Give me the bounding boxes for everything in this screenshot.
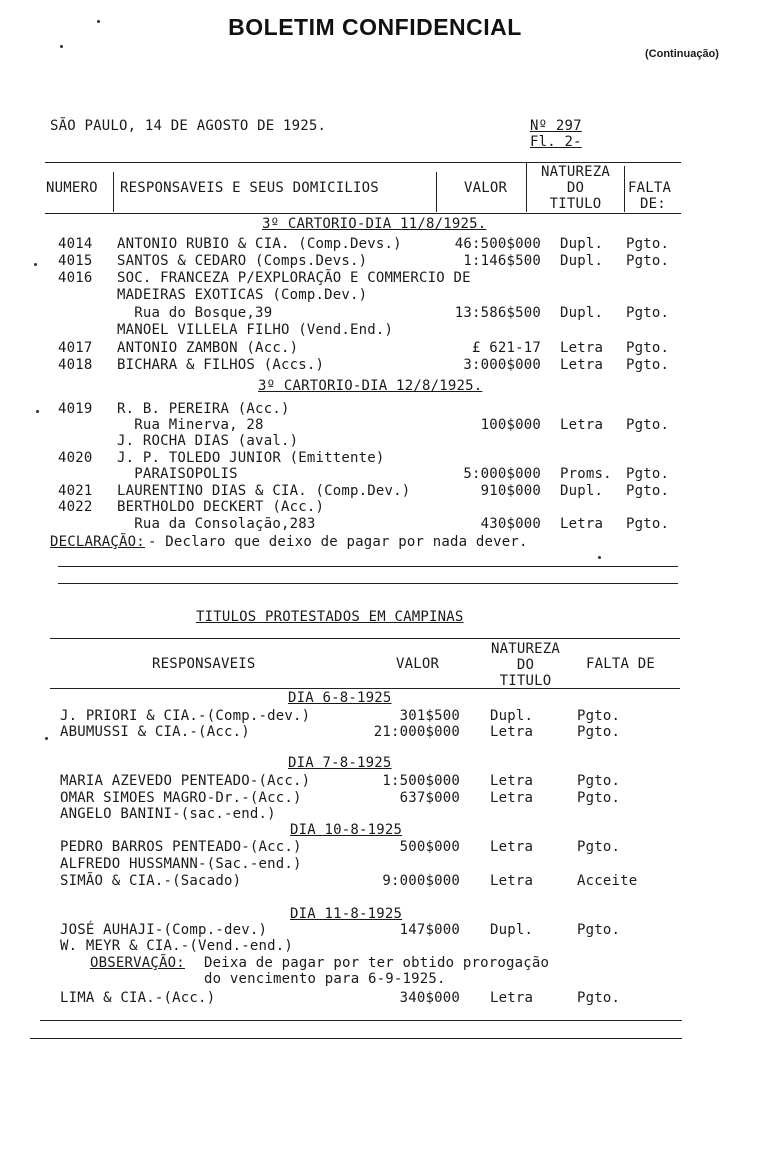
bulletin-number: Nº 297 xyxy=(530,118,582,134)
col-natureza-header-1: NATUREZA xyxy=(490,641,561,657)
row-natureza: Letra xyxy=(490,773,534,789)
continuation-note: (Continuação) xyxy=(645,48,719,60)
row-responsavel: OMAR SIMOES MAGRO-Dr.-(Acc.) xyxy=(60,790,302,806)
observacao-line-1: Deixa de pagar por ter obtido prorogação xyxy=(204,955,550,971)
row-valor: 100$000 xyxy=(480,417,541,433)
row-responsavel: J. ROCHA DIAS (aval.) xyxy=(117,433,299,449)
row-falta: Pgto. xyxy=(626,357,670,373)
row-number: 4020 xyxy=(58,450,93,466)
row-number: 4015 xyxy=(58,253,93,269)
row-falta: Pgto. xyxy=(626,516,670,532)
row-responsavel: Rua da Consolação,283 xyxy=(117,516,316,532)
declaracao-text: - Declaro que deixo de pagar por nada dever. xyxy=(148,534,528,550)
row-natureza: Letra xyxy=(490,790,534,806)
section-heading: DIA 11-8-1925 xyxy=(290,906,403,922)
row-natureza: Letra xyxy=(490,839,534,855)
row-valor: 3:000$000 xyxy=(463,357,541,373)
row-responsavel: BICHARA & FILHOS (Accs.) xyxy=(117,357,325,373)
row-falta: Pgto. xyxy=(577,724,621,740)
row-responsavel: LIMA & CIA.-(Acc.) xyxy=(60,990,216,1006)
row-natureza: Letra xyxy=(490,873,534,889)
row-number: 4019 xyxy=(58,401,93,417)
col-natureza-header-3: TITULO xyxy=(499,673,552,689)
row-responsavel: MANOEL VILLELA FILHO (Vend.End.) xyxy=(117,322,394,338)
table2-bottom-rule xyxy=(40,1020,682,1021)
table1-col-divider xyxy=(113,172,114,212)
col-responsaveis-header: RESPONSAVEIS xyxy=(152,656,256,672)
sheet-number: Fl. 2- xyxy=(530,134,582,150)
row-falta: Pgto. xyxy=(577,922,621,938)
row-responsavel: JOSÉ AUHAJI-(Comp.-dev.) xyxy=(60,922,268,938)
row-responsavel: SANTOS & CEDARO (Comps.Devs.) xyxy=(117,253,368,269)
row-natureza: Dupl. xyxy=(490,708,534,724)
row-responsavel: Rua Minerva, 28 xyxy=(117,417,264,433)
col-responsaveis-header: RESPONSAVEIS E SEUS DOMICILIOS xyxy=(120,180,379,196)
row-valor: 637$000 xyxy=(399,790,460,806)
row-falta: Pgto. xyxy=(577,790,621,806)
row-falta: Acceite xyxy=(577,873,638,889)
col-falta-header-1: FALTA xyxy=(628,180,672,196)
row-responsavel: R. B. PEREIRA (Acc.) xyxy=(117,401,290,417)
row-responsavel: ALFREDO HUSSMANN-(Sac.-end.) xyxy=(60,856,302,872)
section-heading: DIA 10-8-1925 xyxy=(290,822,403,838)
row-natureza: Dupl. xyxy=(490,922,534,938)
row-valor: 13:586$500 xyxy=(454,305,541,321)
declaracao-label: DECLARAÇÃO: xyxy=(50,534,145,550)
row-natureza: Letra xyxy=(490,990,534,1006)
row-natureza: Letra xyxy=(560,357,604,373)
row-valor: 301$500 xyxy=(399,708,460,724)
row-responsavel: SOC. FRANCEZA P/EXPLORAÇÃO E COMMERCIO DE xyxy=(117,270,471,286)
section-heading: 3º CARTORIO-DIA 12/8/1925. xyxy=(258,378,483,394)
section-heading: DIA 6-8-1925 xyxy=(288,690,392,706)
row-responsavel: ABUMUSSI & CIA.-(Acc.) xyxy=(60,724,250,740)
section-heading: 3º CARTORIO-DIA 11/8/1925. xyxy=(262,216,487,232)
col-valor-header: VALOR xyxy=(396,656,440,672)
row-number: 4018 xyxy=(58,357,93,373)
row-number: 4014 xyxy=(58,236,93,252)
row-responsavel: J. P. TOLEDO JUNIOR (Emittente) xyxy=(117,450,385,466)
row-falta: Pgto. xyxy=(577,990,621,1006)
row-valor: £ 621-17 xyxy=(471,340,541,356)
page-title: BOLETIM CONFIDENCIAL xyxy=(228,14,522,40)
row-responsavel: PARAISOPOLIS xyxy=(117,466,238,482)
col-natureza-header-1: NATUREZA xyxy=(540,164,611,180)
row-valor: 21:000$000 xyxy=(373,724,460,740)
observacao-label: OBSERVAÇÃO: xyxy=(90,955,185,971)
row-natureza: Dupl. xyxy=(560,483,604,499)
row-valor: 1:500$000 xyxy=(382,773,460,789)
row-responsavel: W. MEYR & CIA.-(Vend.-end.) xyxy=(60,938,293,954)
row-responsavel: SIMÃO & CIA.-(Sacado) xyxy=(60,873,242,889)
row-natureza: Letra xyxy=(490,724,534,740)
table1-col-divider xyxy=(624,166,625,212)
row-falta: Pgto. xyxy=(626,305,670,321)
table1-bottom-rule xyxy=(58,583,678,584)
table1-top-rule xyxy=(45,162,681,163)
scan-speck xyxy=(97,20,100,23)
table2-header-rule xyxy=(50,688,680,689)
row-valor: 340$000 xyxy=(399,990,460,1006)
row-number: 4022 xyxy=(58,499,93,515)
table1-header-rule xyxy=(45,213,681,214)
row-responsavel: MADEIRAS EXOTICAS (Comp.Dev.) xyxy=(117,287,368,303)
col-natureza-header-3: TITULO xyxy=(549,196,602,212)
section-title: TITULOS PROTESTADOS EM CAMPINAS xyxy=(196,609,464,625)
row-responsavel: ANTONIO ZAMBON (Acc.) xyxy=(117,340,299,356)
row-falta: Pgto. xyxy=(577,773,621,789)
row-responsavel: ANTONIO RUBIO & CIA. (Comp.Devs.) xyxy=(117,236,402,252)
row-natureza: Letra xyxy=(560,340,604,356)
section-heading: DIA 7-8-1925 xyxy=(288,755,392,771)
table2-top-rule xyxy=(50,638,680,639)
row-number: 4017 xyxy=(58,340,93,356)
table1-col-divider xyxy=(526,162,527,212)
row-valor: 500$000 xyxy=(399,839,460,855)
observacao-line-2: do vencimento para 6-9-1925. xyxy=(204,971,446,987)
row-responsavel: LAURENTINO DIAS & CIA. (Comp.Dev.) xyxy=(117,483,411,499)
row-responsavel: BERTHOLDO DECKERT (Acc.) xyxy=(117,499,325,515)
row-falta: Pgto. xyxy=(626,483,670,499)
scan-speck xyxy=(45,737,48,740)
scan-speck xyxy=(598,556,601,559)
row-falta: Pgto. xyxy=(626,417,670,433)
col-numero-header: NUMERO xyxy=(46,180,98,196)
row-valor: 46:500$000 xyxy=(454,236,541,252)
row-valor: 9:000$000 xyxy=(382,873,460,889)
row-falta: Pgto. xyxy=(626,466,670,482)
col-falta-header: FALTA DE xyxy=(586,656,656,672)
row-falta: Pgto. xyxy=(577,708,621,724)
col-valor-header: VALOR xyxy=(464,180,508,196)
table2-bottom-rule xyxy=(30,1038,682,1039)
row-valor: 430$000 xyxy=(480,516,541,532)
row-natureza: Dupl. xyxy=(560,253,604,269)
table1-col-divider xyxy=(436,172,437,212)
col-natureza-header-2: DO xyxy=(566,180,585,196)
scan-speck xyxy=(60,45,63,48)
row-falta: Pgto. xyxy=(577,839,621,855)
row-responsavel: MARIA AZEVEDO PENTEADO-(Acc.) xyxy=(60,773,311,789)
row-responsavel: ANGELO BANINI-(sac.-end.) xyxy=(60,806,276,822)
row-responsavel: Rua do Bosque,39 xyxy=(117,305,273,321)
row-valor: 910$000 xyxy=(480,483,541,499)
row-valor: 147$000 xyxy=(399,922,460,938)
row-valor: 5:000$000 xyxy=(463,466,541,482)
row-number: 4021 xyxy=(58,483,93,499)
row-natureza: Proms. xyxy=(560,466,612,482)
row-natureza: Dupl. xyxy=(560,236,604,252)
row-responsavel: J. PRIORI & CIA.-(Comp.-dev.) xyxy=(60,708,311,724)
scan-speck xyxy=(36,410,39,413)
table1-bottom-rule xyxy=(58,566,678,567)
row-natureza: Letra xyxy=(560,516,604,532)
row-natureza: Dupl. xyxy=(560,305,604,321)
scan-speck xyxy=(34,263,37,266)
row-number: 4016 xyxy=(58,270,93,286)
col-natureza-header-2: DO xyxy=(516,657,535,673)
row-falta: Pgto. xyxy=(626,340,670,356)
place-date: SÃO PAULO, 14 DE AGOSTO DE 1925. xyxy=(50,118,327,134)
row-responsavel: PEDRO BARROS PENTEADO-(Acc.) xyxy=(60,839,302,855)
row-valor: 1:146$500 xyxy=(463,253,541,269)
row-falta: Pgto. xyxy=(626,253,670,269)
row-falta: Pgto. xyxy=(626,236,670,252)
col-falta-header-2: DE: xyxy=(640,196,666,212)
row-natureza: Letra xyxy=(560,417,604,433)
